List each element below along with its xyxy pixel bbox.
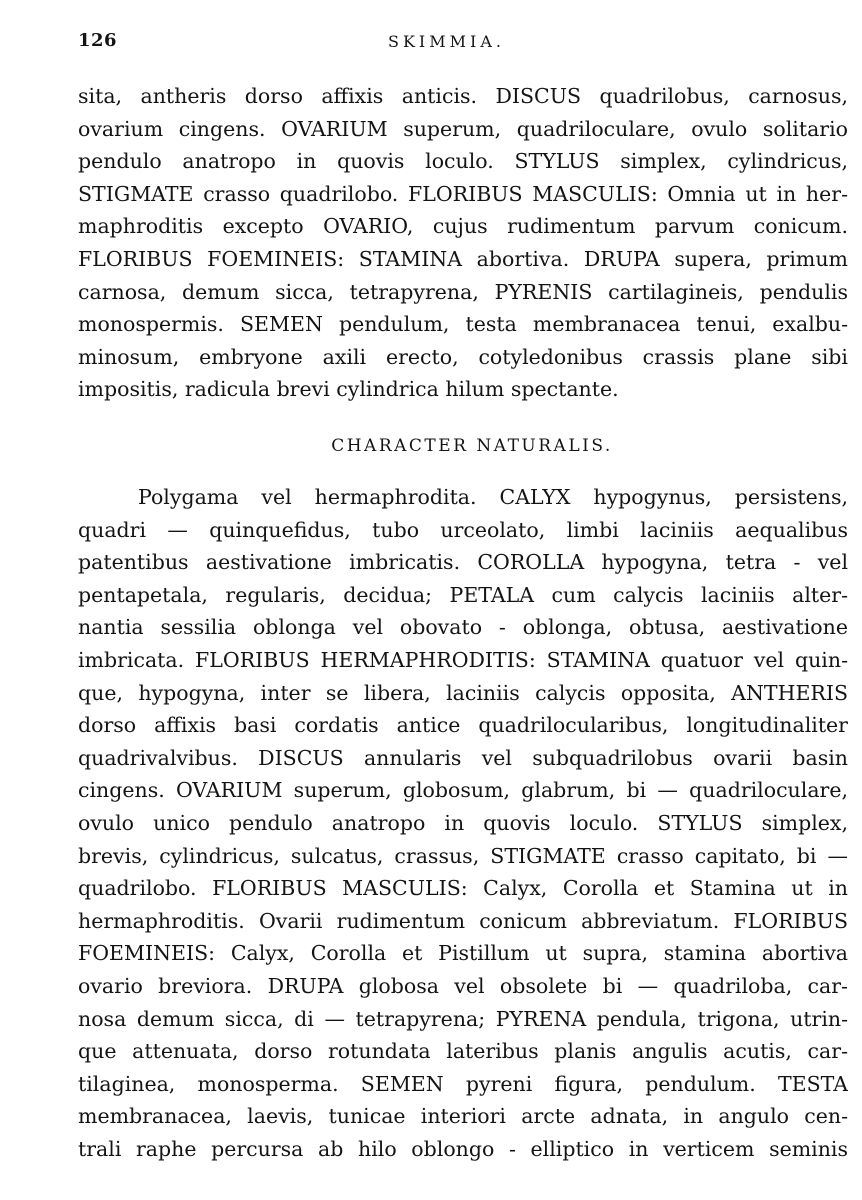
text-line: quadrilobo. FLORIBUS MASCULIS: Calyx, Corolla et Stamina ut in <box>78 876 848 901</box>
text-line: tilaginea, monosperma. SEMEN pyreni figura, pendulum. TESTA <box>78 1071 848 1096</box>
text-line: hermaphroditis. Ovarii rudimentum conicum abbreviatum. FLORIBUS <box>78 908 848 933</box>
text-line: trali raphe percursa ab hilo oblongo - elliptico in verticem seminis <box>78 1136 848 1161</box>
text-line: sita, antheris dorso affixis anticis. DISCUS quadrilobus, carnosus, <box>78 84 848 108</box>
text-line: ovarium cingens. OVARIUM superum, quadriloculare, ovulo solitario <box>78 116 848 141</box>
text-line: STIGMATE crasso quadrilobo. FLORIBUS MASCULIS: Omnia ut in her- <box>78 181 848 206</box>
paragraph-flower-structure <box>78 80 848 406</box>
paragraph-character-naturalis <box>78 481 848 1165</box>
text-line: imbricata. FLORIBUS HERMAPHRODITIS: STAMINA quatuor vel quin- <box>78 647 848 672</box>
text-line: FLORIBUS FOEMINEIS: STAMINA abortiva. DRUPA supera, primum <box>78 246 848 271</box>
text-line: ovario breviora. DRUPA globosa vel obsolete bi — quadriloba, car- <box>78 973 848 998</box>
text-line: quadrivalvibus. DISCUS annularis vel subquadrilobus ovarii basin <box>78 745 848 770</box>
text-line: que attenuata, dorso rotundata lateribus planis angulis acutis, car- <box>78 1039 848 1064</box>
text-line: FOEMINEIS: Calyx, Corolla et Pistillum ut supra, stamina abortiva <box>78 941 848 966</box>
section-heading: CHARACTER NATURALIS. <box>331 436 613 456</box>
text-line: monospermis. SEMEN pendulum, testa membranacea tenui, exalbu- <box>78 312 848 337</box>
page-number: 126 <box>78 30 118 51</box>
text-line: nosa demum sicca, di — tetrapyrena; PYRENA pendula, trigona, utrin- <box>78 1006 848 1031</box>
text-line: pendulo anatropo in quovis loculo. STYLUS simplex, cylindricus, <box>78 149 848 174</box>
text-line: dorso affixis basi cordatis antice quadrilocularibus, longitudinaliter <box>78 713 848 738</box>
text-line: pentapetala, regularis, decidua; PETALA cum calycis laciniis alter- <box>78 582 848 607</box>
running-title: SKIMMIA. <box>388 32 505 51</box>
text-line: Polygama vel hermaphrodita. CALYX hypogynus, persistens, <box>138 485 848 509</box>
text-line: carnosa, demum sicca, tetrapyrena, PYRENIS cartilagineis, pendulis <box>78 279 848 304</box>
text-line: membranacea, laevis, tunicae interiori arcte adnata, in angulo cen- <box>78 1104 848 1129</box>
text-line: patentibus aestivatione imbricatis. COROLLA hypogyna, tetra - vel <box>78 550 848 575</box>
text-line: minosum, embryone axili erecto, cotyledonibus crassis plane sibi <box>78 344 848 369</box>
text-line: quadri — quinquefidus, tubo urceolato, limbi laciniis aequalibus <box>78 517 848 542</box>
running-header <box>78 30 848 58</box>
text-line: impositis, radicula brevi cylindrica hilum spectante. <box>78 377 619 402</box>
text-line: cingens. OVARIUM superum, globosum, glabrum, bi — quadriloculare, <box>78 778 848 803</box>
text-line: brevis, cylindricus, sulcatus, crassus, STIGMATE crasso capitato, bi — <box>78 843 848 868</box>
text-line: que, hypogyna, inter se libera, laciniis calycis opposita, ANTHERIS <box>78 680 848 705</box>
text-line: ovulo unico pendulo anatropo in quovis loculo. STYLUS simplex, <box>78 810 848 835</box>
text-line: maphroditis excepto OVARIO, cujus rudimentum parvum conicum. <box>78 214 848 239</box>
text-line: nantia sessilia oblonga vel obovato - oblonga, obtusa, aestivatione <box>78 615 848 640</box>
